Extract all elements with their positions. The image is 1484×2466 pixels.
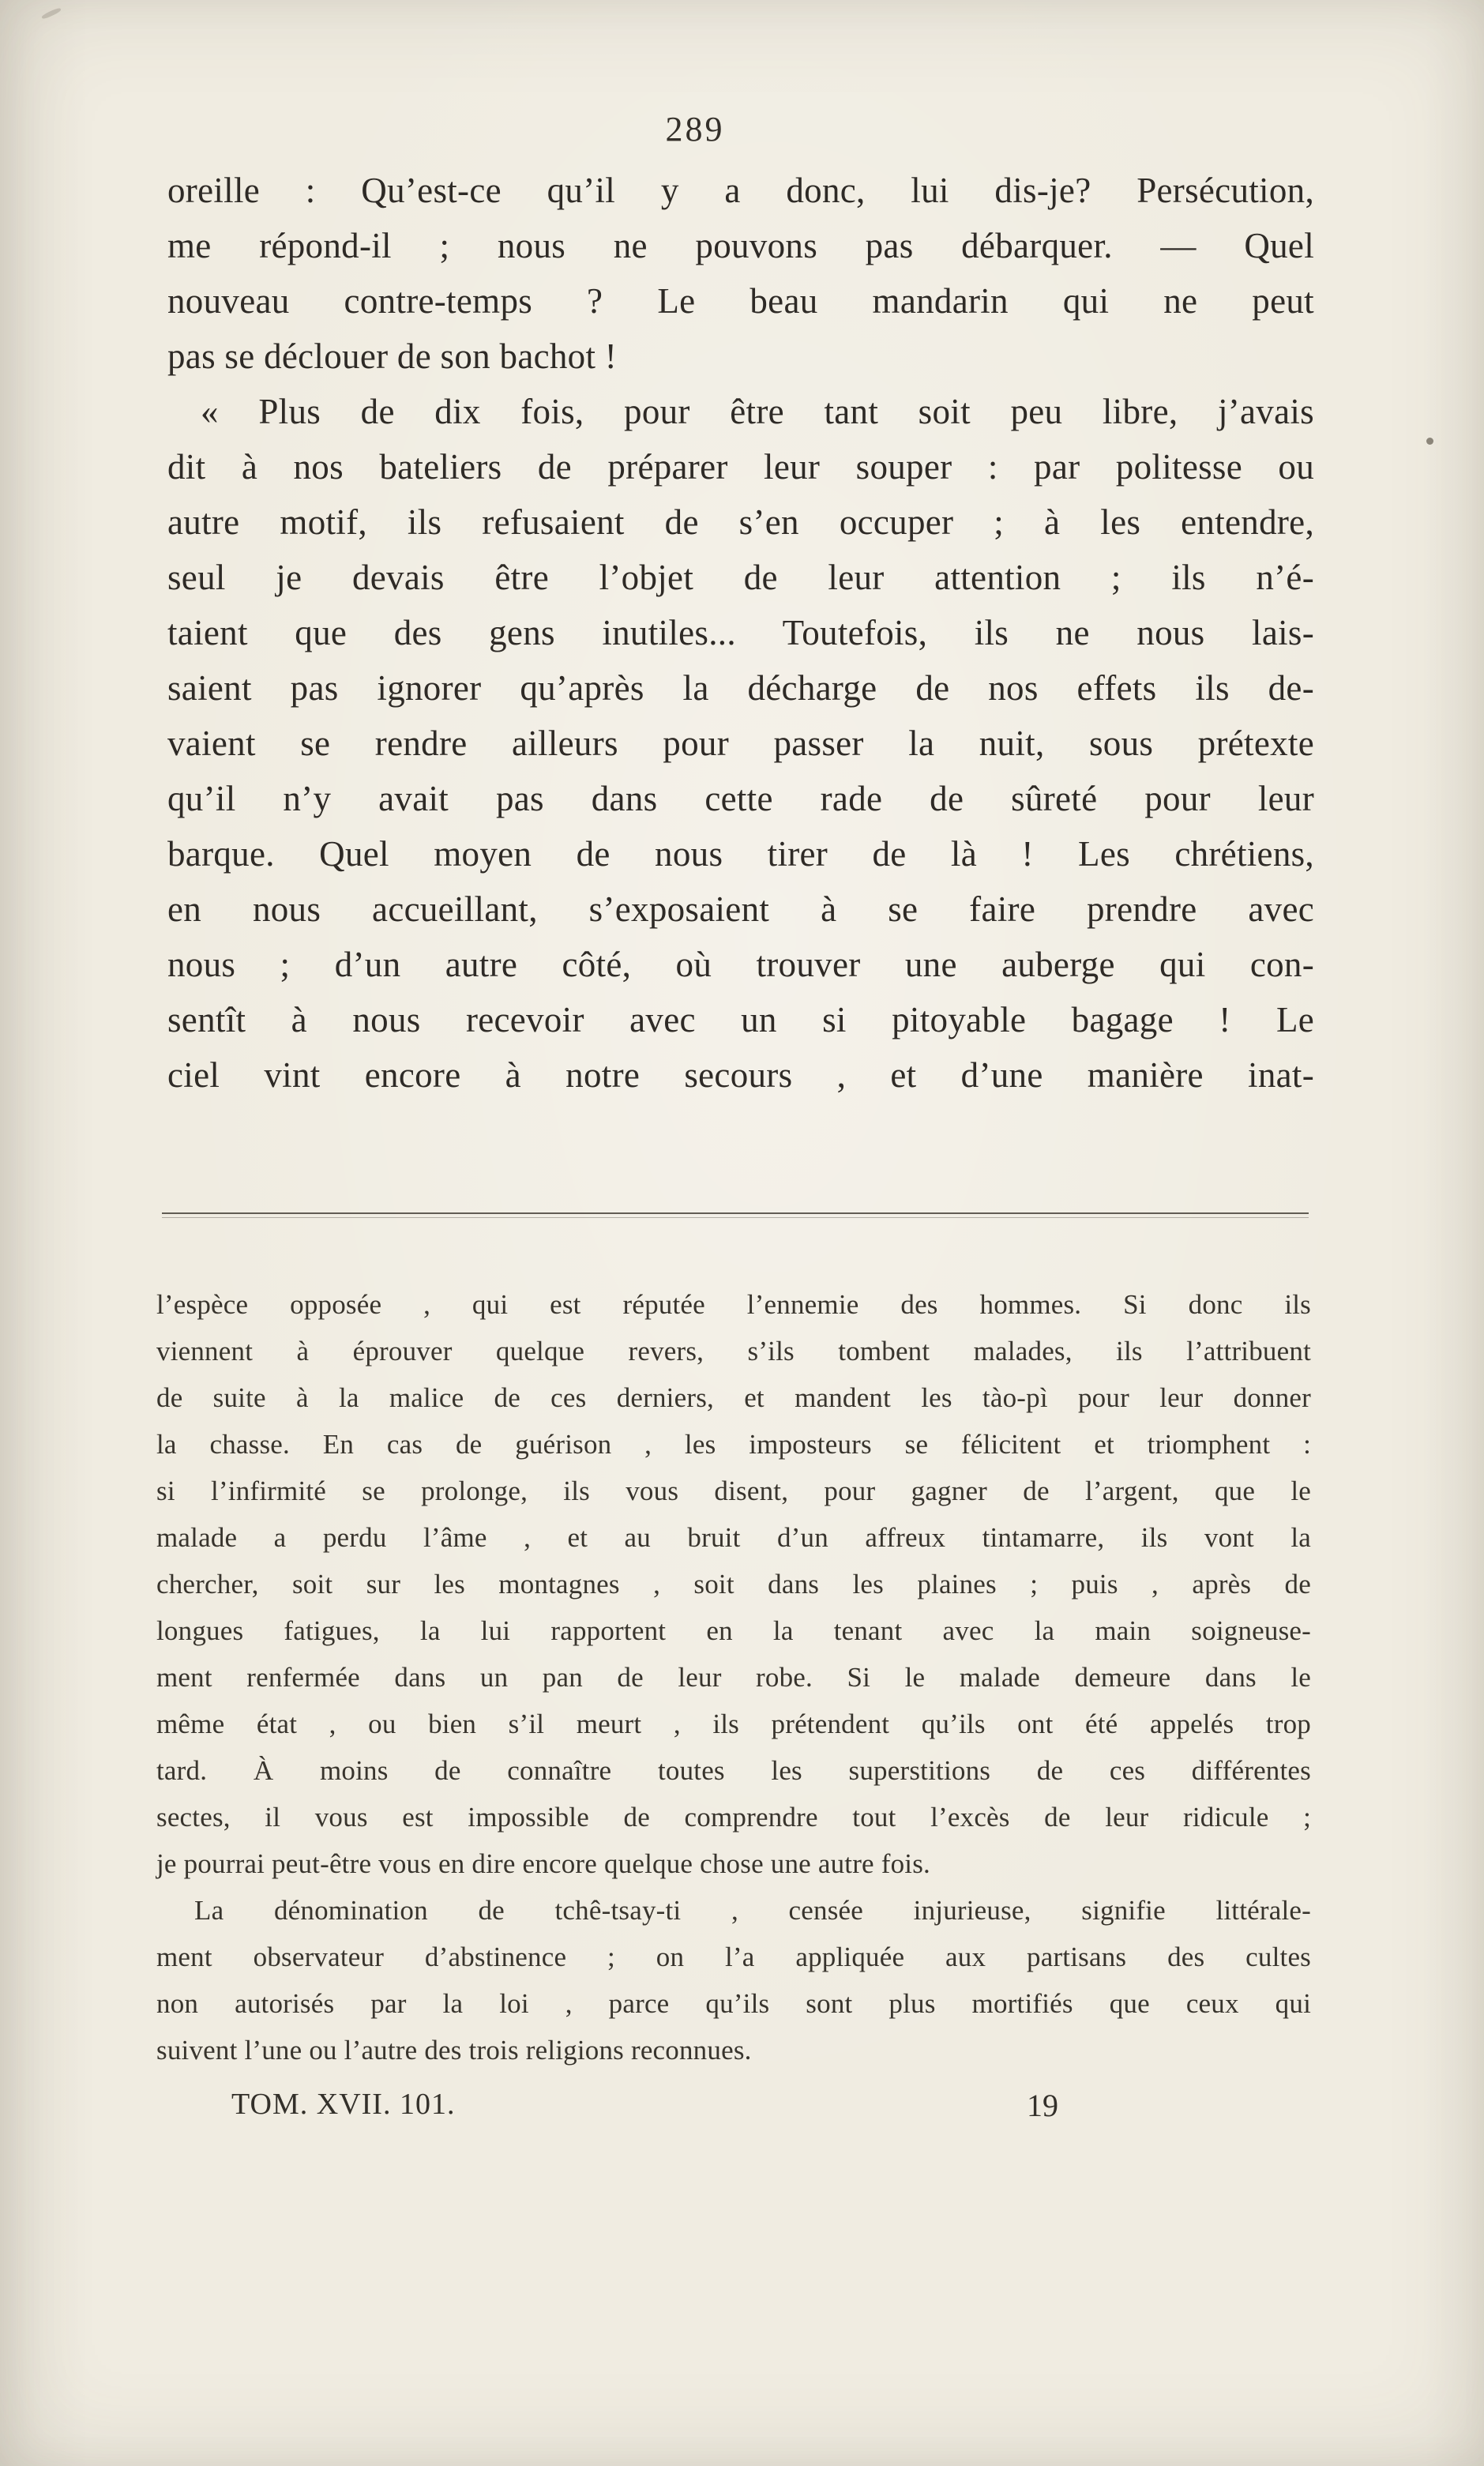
main-text-line: ciel vint encore à notre secours , et d’une manière inat- [167,1055,1314,1095]
sheet-number: 19 [1027,2088,1058,2123]
footnote-line: viennent à éprouver quelque revers, s’ils tombent malades, ils l’attribuent [156,1336,1311,1366]
main-text-line: autre motif, ils refusaient de s’en occuper ; à les entendre, [167,502,1314,542]
main-text-line: saient pas ignorer qu’après la décharge de nos effets ils de- [167,668,1314,708]
main-text-line: nouveau contre-temps ? Le beau mandarin qui ne peut [167,281,1314,321]
main-text-line: me répond-il ; nous ne pouvons pas débarquer. — Quel [167,226,1314,265]
ink-speck [41,7,62,20]
footnote-line: sectes, il vous est impossible de comprendre tout l’excès de leur ridicule ; [156,1802,1311,1833]
ink-speck [1426,438,1433,445]
footnote-block [156,1281,1311,2073]
main-text-line: barque. Quel moyen de nous tirer de là ! Les chrétiens, [167,834,1314,874]
footnote-line: la chasse. En cas de guérison , les imposteurs se félicitent et triomphent : [156,1429,1311,1460]
main-text-line: nous ; d’un autre côté, où trouver une auberge qui con- [167,945,1314,984]
main-text-line: dit à nos bateliers de préparer leur souper : par politesse ou [167,447,1314,487]
footnote-line: ment observateur d’abstinence ; on l’a appliquée aux partisans des cultes [156,1942,1311,1972]
page-number: 289 [665,110,725,148]
main-text-line: qu’il n’y avait pas dans cette rade de sûreté pour leur [167,779,1314,818]
footnote-line: non autorisés par la loi , parce qu’ils sont plus mortifiés que ceux qui [156,1988,1311,2019]
main-text-line: vaient se rendre ailleurs pour passer la nuit, sous prétexte [167,724,1314,763]
footnote-line: si l’infirmité se prolonge, ils vous disent, pour gagner de l’argent, que le [156,1475,1311,1506]
footnote-line: chercher, soit sur les montagnes , soit dans les plaines ; puis , après de [156,1569,1311,1600]
footnote-separator-rule [162,1212,1309,1218]
volume-signature: TOM. XVII. 101. [231,2088,456,2121]
main-text-line: sentît à nous recevoir avec un si pitoyable bagage ! Le [167,1000,1314,1039]
footnote-line: malade a perdu l’âme , et au bruit d’un affreux tintamarre, ils vont la [156,1522,1311,1553]
main-text-line: en nous accueillant, s’exposaient à se faire prendre avec [167,889,1314,929]
footnote-line: La dénomination de tchê-tsay-ti , censée injurieuse, signifie littérale- [194,1895,1311,1926]
main-text-line: taient que des gens inutiles... Toutefois, ils ne nous lais- [167,613,1314,652]
main-text-line: seul je devais être l’objet de leur attention ; ils n’é- [167,558,1314,597]
footnote-line: même état , ou bien s’il meurt , ils prétendent qu’ils ont été appelés trop [156,1709,1311,1739]
main-text-line: pas se déclouer de son bachot ! [167,336,618,376]
main-text-block [167,163,1314,1103]
main-text-line: « Plus de dix fois, pour être tant soit peu libre, j’avais [201,392,1314,431]
footnote-line: je pourrai peut-être vous en dire encore quelque chose une autre fois. [156,1848,930,1879]
footnote-line: tard. À moins de connaître toutes les superstitions de ces différentes [156,1755,1311,1786]
footnote-line: longues fatigues, la lui rapportent en la tenant avec la main soigneuse- [156,1615,1311,1646]
footnote-line: ment renfermée dans un pan de leur robe. Si le malade demeure dans le [156,1662,1311,1693]
footnote-line: suivent l’une ou l’autre des trois religions reconnues. [156,2035,752,2066]
main-text-line: oreille : Qu’est-ce qu’il y a donc, lui dis-je? Persécution, [167,171,1314,210]
footnote-line: l’espèce opposée , qui est réputée l’ennemie des hommes. Si donc ils [156,1289,1311,1320]
page-footer [162,2087,1311,2131]
footnote-line: de suite à la malice de ces derniers, et mandent les tào-pì pour leur donner [156,1382,1311,1413]
